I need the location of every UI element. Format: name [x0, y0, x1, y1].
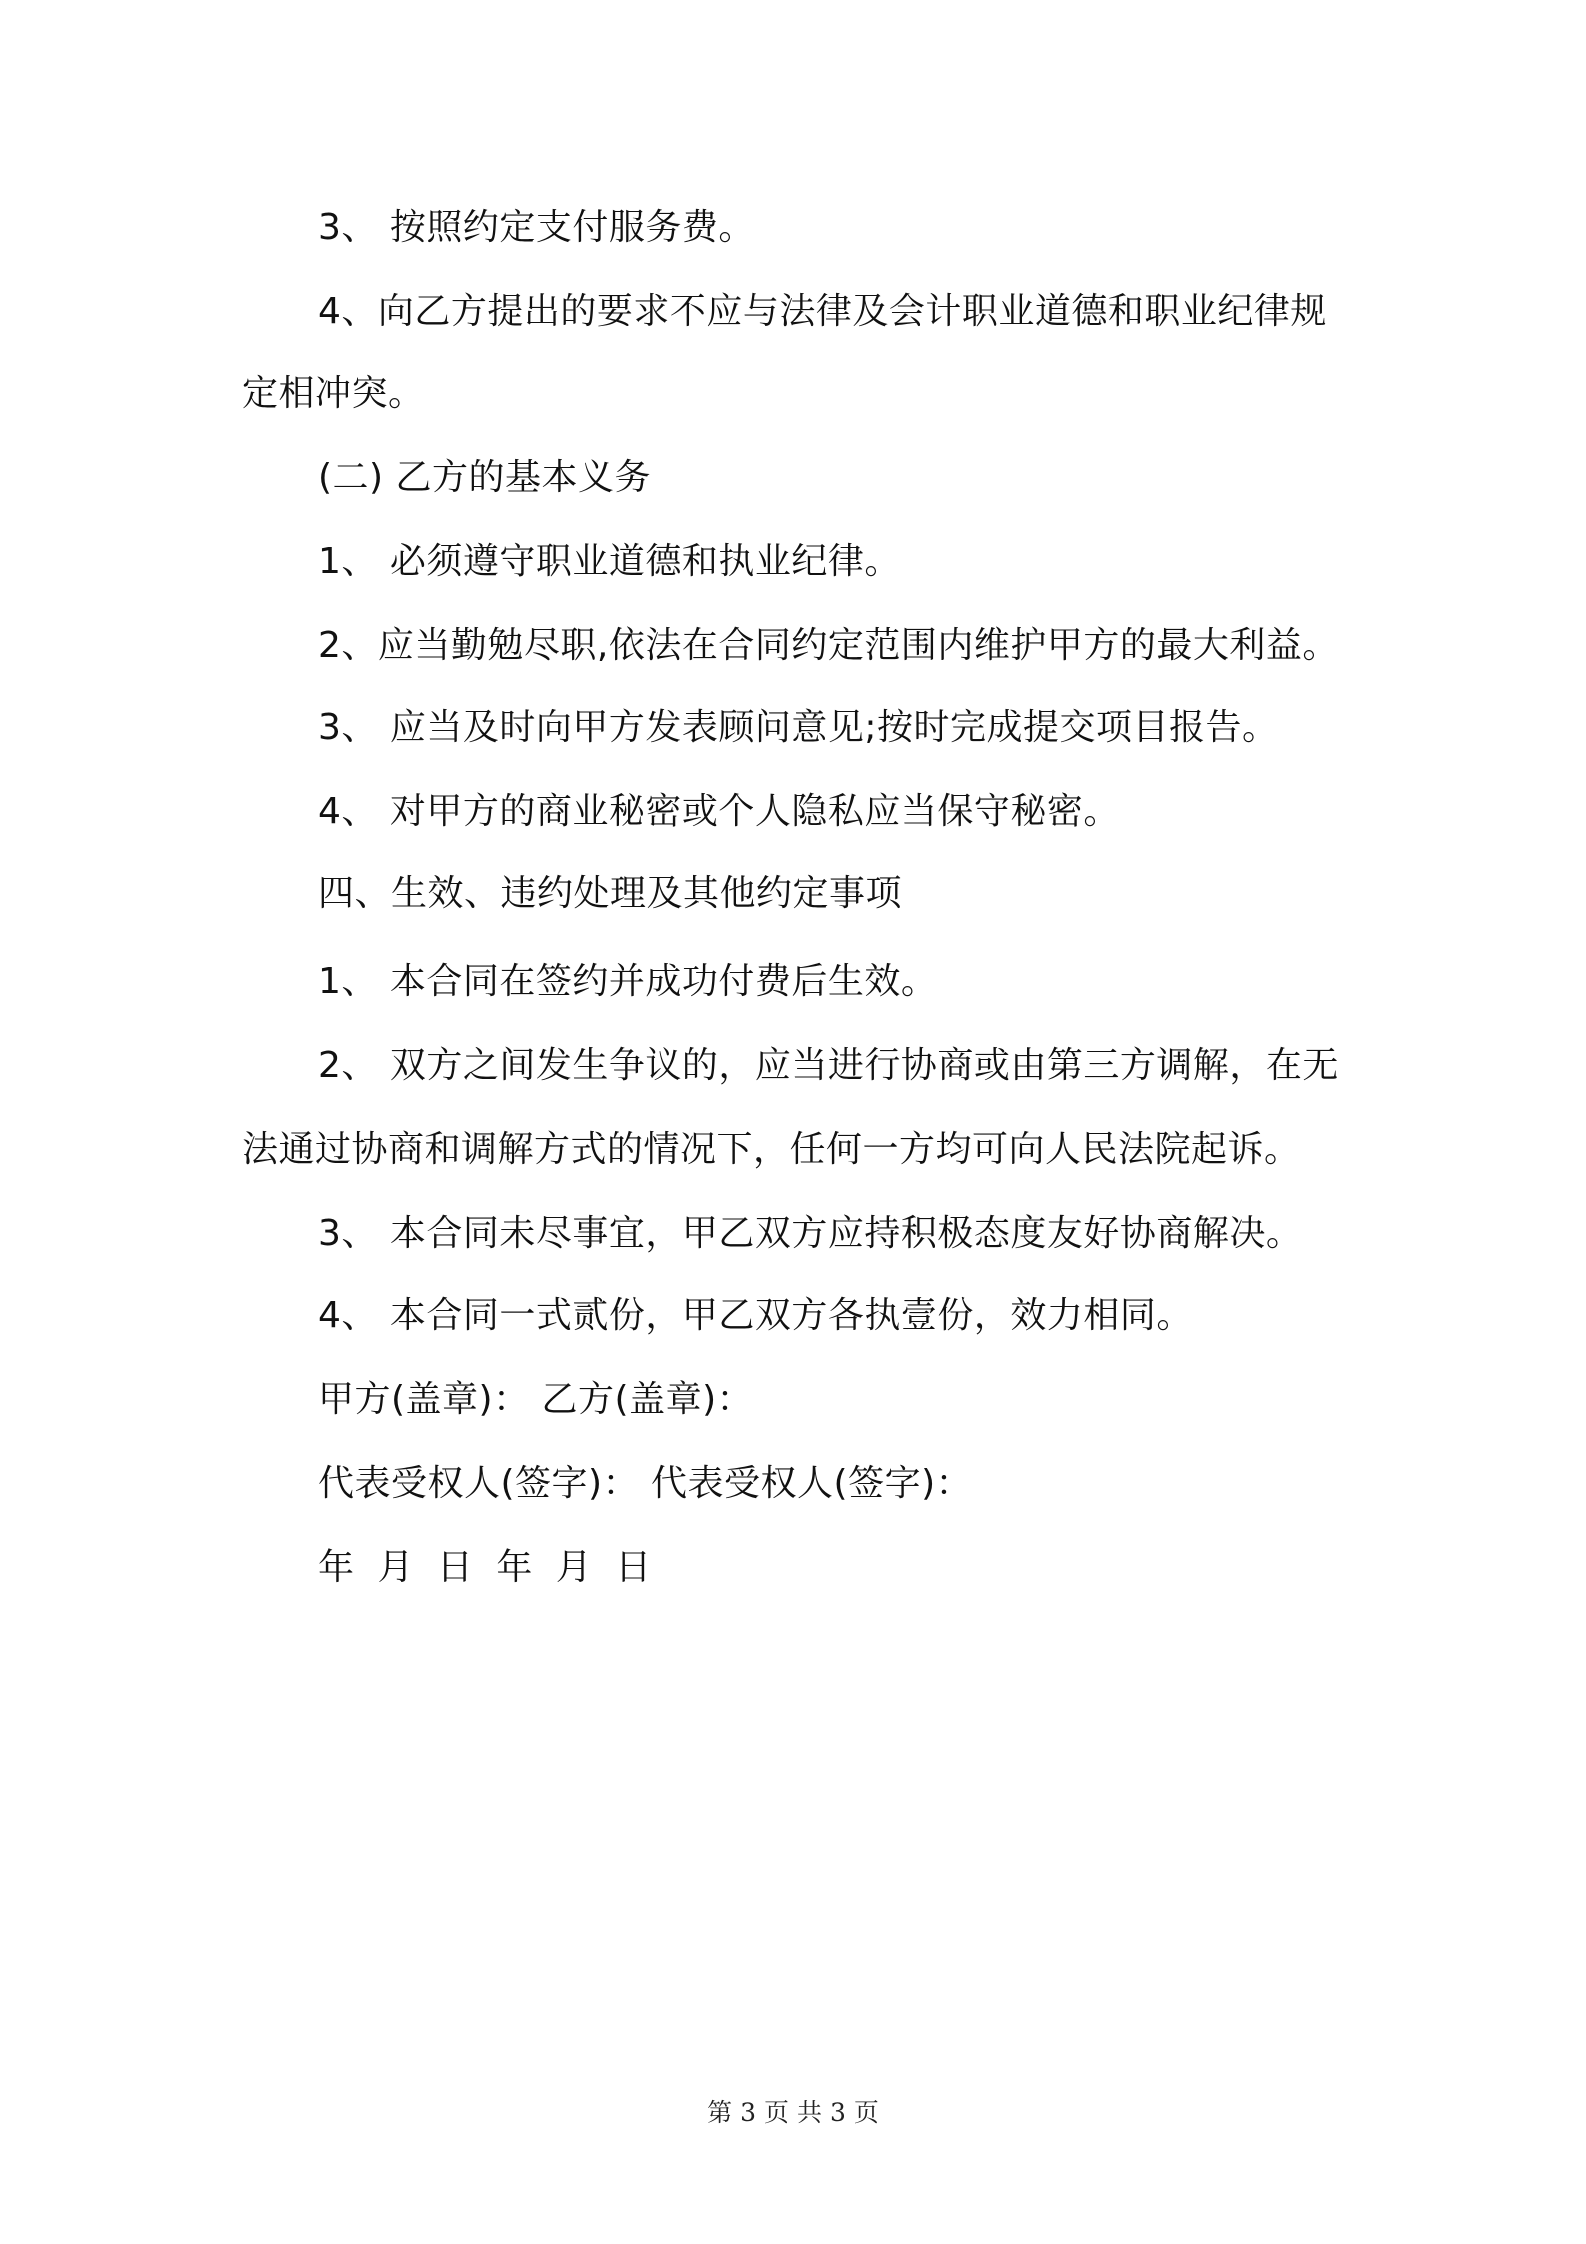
signature-line-representatives: 代表受权人(签字)： 代表受权人(签字)：: [318, 1463, 973, 1504]
text-line-duty-1-ethics: 1、 必须遵守职业道德和执业纪律。: [318, 541, 901, 582]
text-line-clause-2-disputes: 2、 双方之间发生争议的，应当进行协商或由第三方调解，在无: [318, 1045, 1339, 1086]
signature-line-party-seals: 甲方(盖章)： 乙方(盖章)：: [318, 1379, 754, 1420]
page-label-prefix: 第: [707, 2098, 733, 2127]
section-heading-effectiveness: 四、生效、违约处理及其他约定事项: [318, 873, 903, 914]
text-line-clause-3-unresolved: 3、 本合同未尽事宜，甲乙双方应持积极态度友好协商解决。: [318, 1213, 1303, 1254]
page-label-mid: 页 共: [764, 2098, 822, 2127]
text-line-obligation-4-requirements: 4、向乙方提出的要求不应与法律及会计职业道德和职业纪律规: [318, 291, 1327, 332]
text-line-duty-2-diligence: 2、应当勤勉尽职,依法在合同约定范围内维护甲方的最大利益。: [318, 625, 1339, 666]
text-line-duty-4-confidentiality: 4、 对甲方的商业秘密或个人隐私应当保守秘密。: [318, 791, 1120, 832]
total-pages-number: 3: [829, 2098, 846, 2127]
text-line-clause-4-copies: 4、 本合同一式贰份，甲乙双方各执壹份，效力相同。: [318, 1295, 1193, 1336]
page-footer: [0, 2098, 1586, 2128]
current-page-number: 3: [740, 2098, 757, 2127]
section-heading-party-b-duties: (二) 乙方的基本义务: [318, 457, 652, 498]
text-line-clause-1-effective: 1、 本合同在签约并成功付费后生效。: [318, 961, 938, 1002]
text-line-obligation-4-continued: 定相冲突。: [242, 373, 425, 414]
page-label-suffix: 页: [853, 2098, 879, 2127]
text-line-clause-2-continued: 法通过协商和调解方式的情况下，任何一方均可向人民法院起诉。: [242, 1129, 1301, 1170]
signature-line-dates: 年 月 日 年 月 日: [318, 1547, 658, 1588]
text-line-obligation-3-pay-fee: 3、 按照约定支付服务费。: [318, 207, 755, 248]
text-line-duty-3-advice: 3、 应当及时向甲方发表顾问意见;按时完成提交项目报告。: [318, 707, 1279, 748]
